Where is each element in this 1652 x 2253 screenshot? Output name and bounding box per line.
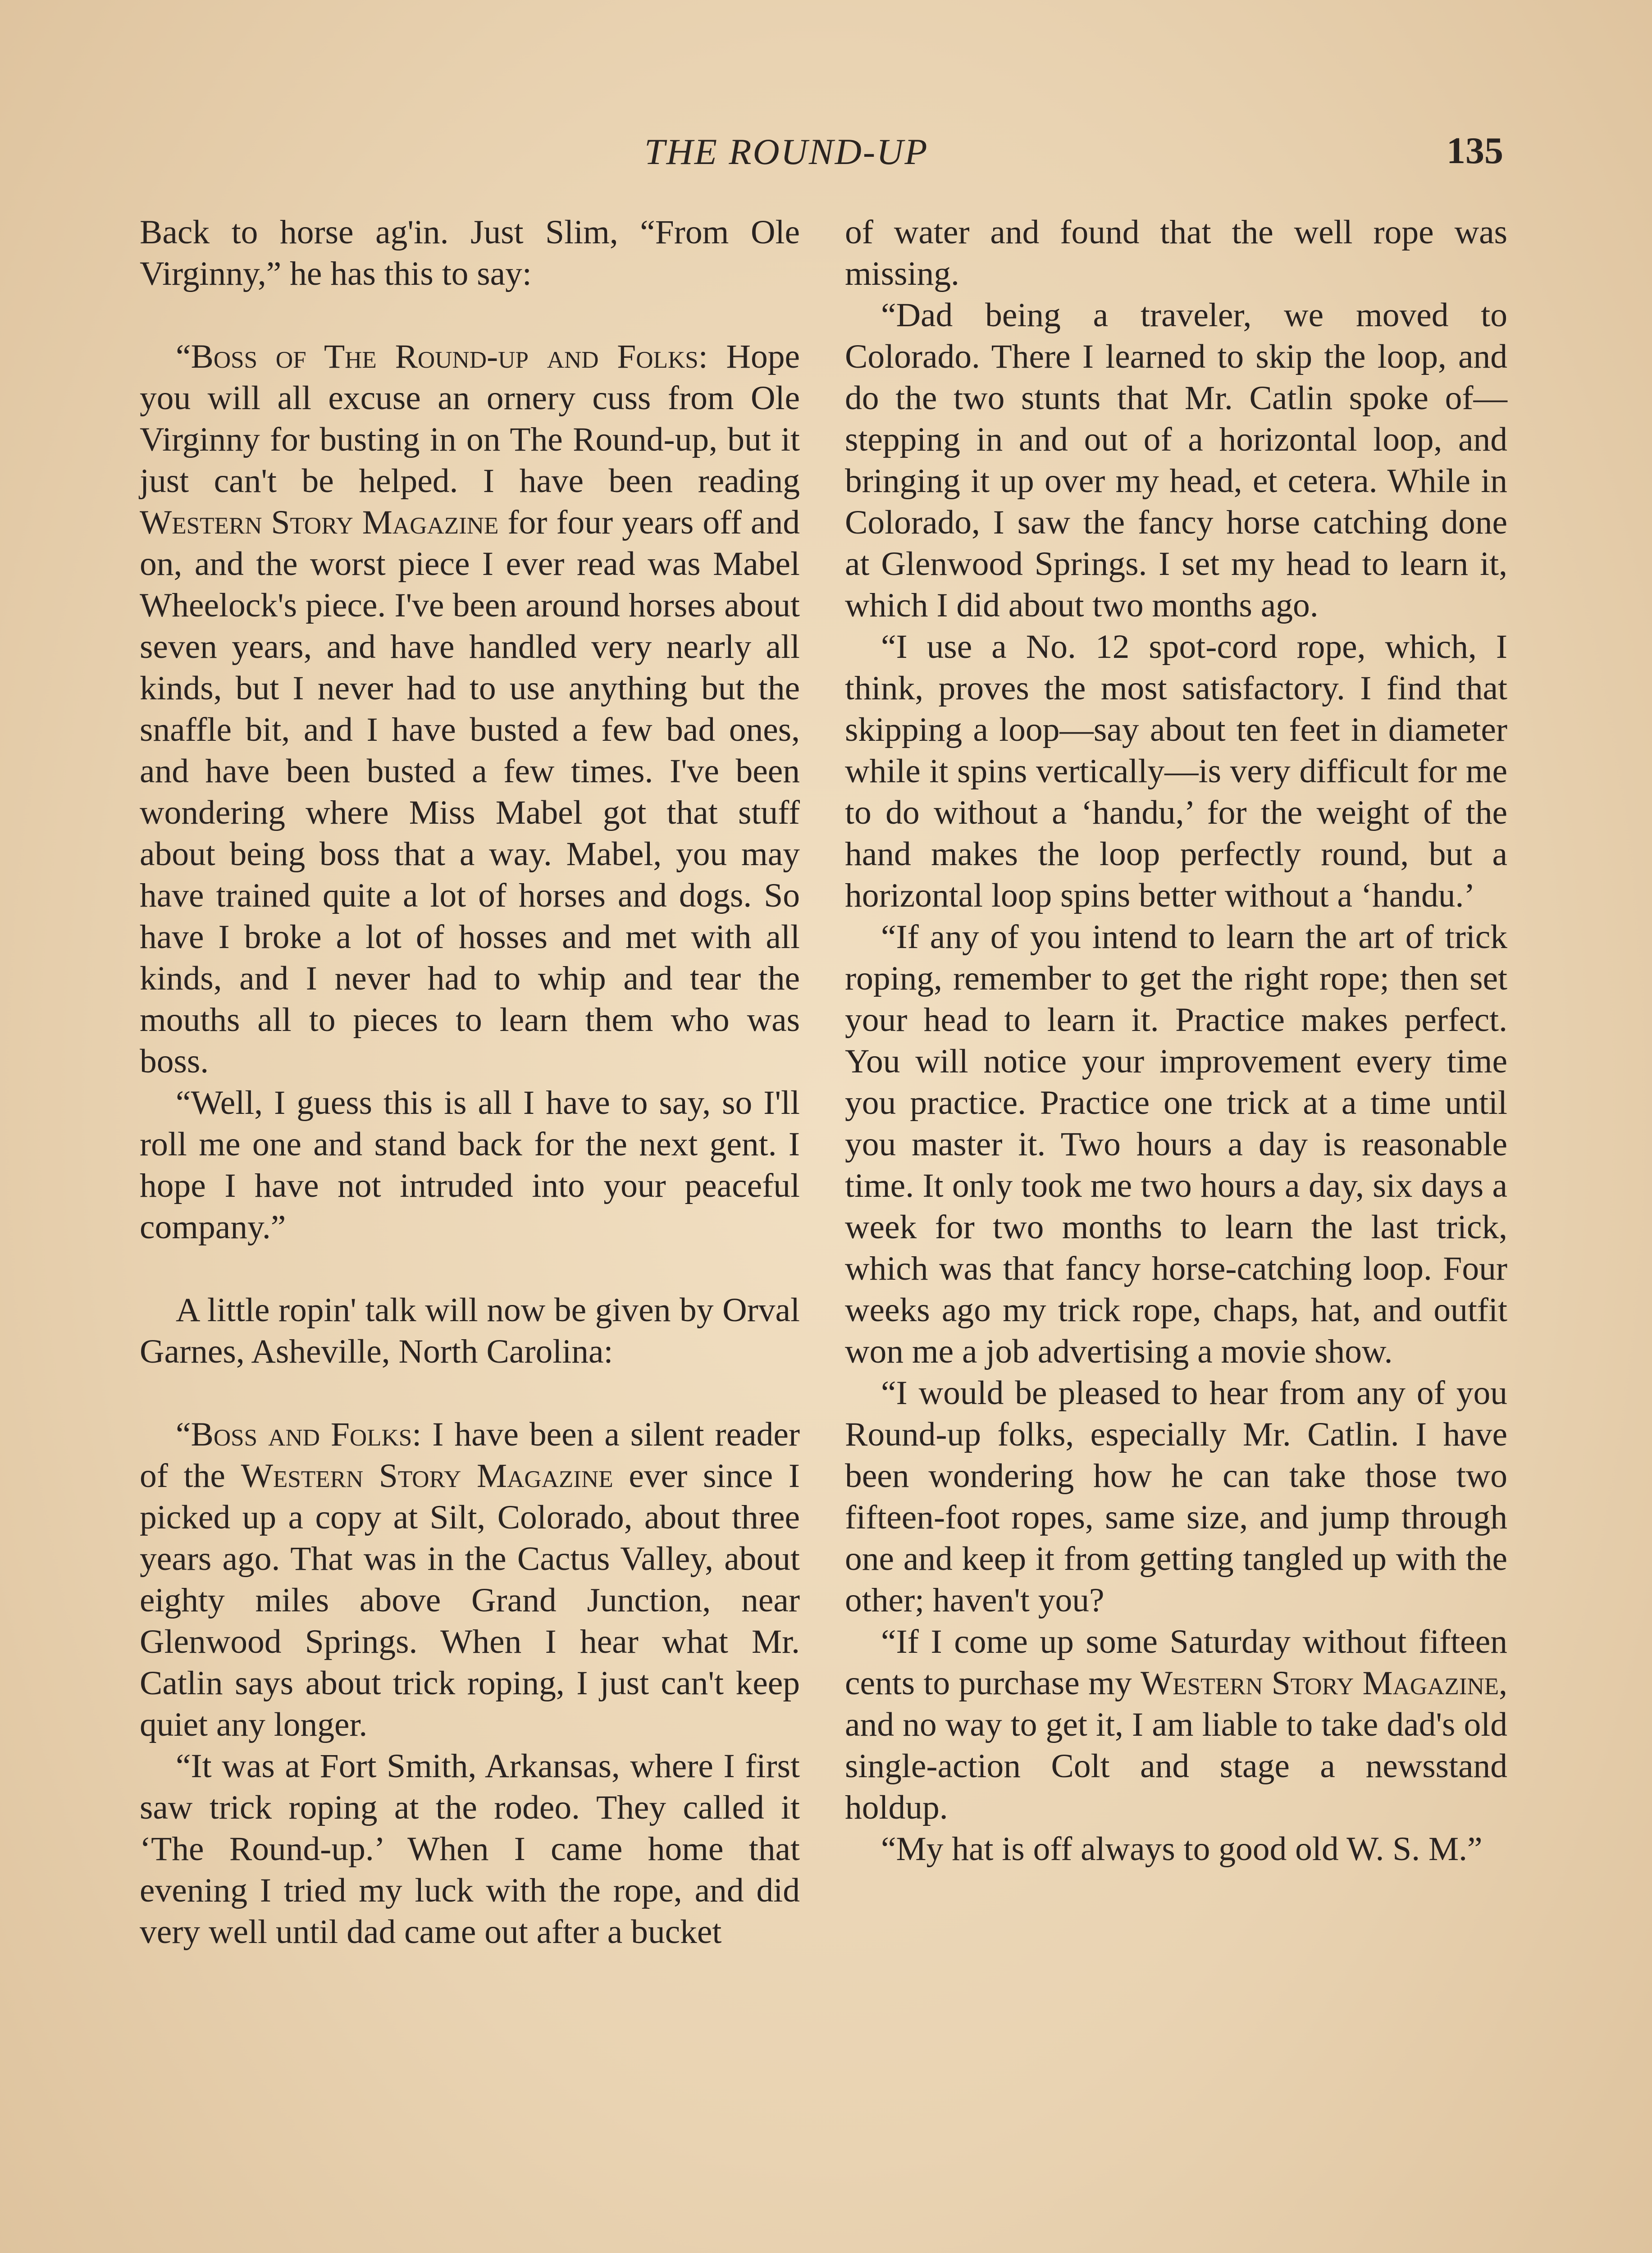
paragraph: “If I come up some Saturday without fifteen cents to purchase my Western Story Magazine, and no way to get it, I am liable to take dad's old single-action Colt and stage a newsstand holdup. xyxy=(845,1623,1508,1826)
paragraph: “If any of you intend to learn the art of trick roping, remember to get the right rope; then set your head to learn it. Practice makes perfect. You will notice your improvement every time you practice. Practice one trick at a time until you master it. Two hours a day is reasonable time. It only took me two hours a day, six days a week for two months to learn the last trick, which was that fancy horse-catching loop. Four weeks ago my trick rope, chaps, hat, and outfit won me a job advertising a movie show. xyxy=(845,918,1507,1370)
page-number: 135 xyxy=(1447,130,1503,172)
letter-paragraph: “Boss of The Round-up and Folks: Hope you will all excuse an ornery cuss from Ole Virginny for busting in on The Round-up, but it just can't be helped. I have been reading Western Story Magazine for four years off and on, and the worst piece I ever read was Mabel Wheelock's piece. I've been around horses about seven years, and have handled very nearly all kinds, but I never had to use anything but the snaffle bit, and I have busted a few bad ones, and have been busted a few times. I've been wondering where Miss Mabel got that stuff about being boss that a way. Mabel, you may have trained quite a lot of horses and dogs. So have I broke a lot of hosses and met with all kinds, and I never had to whip and tear the mouths all to pieces to learn them who was boss. xyxy=(140,338,800,1080)
paragraph: “My hat is off always to good old W. S. M.” xyxy=(881,1830,1483,1868)
right-column xyxy=(845,212,1507,1870)
paragraph: A little ropin' talk will now be given by Orval Garnes, Asheville, North Carolina: xyxy=(140,1291,800,1370)
page-title: THE ROUND-UP xyxy=(644,131,929,172)
paragraph: “I would be pleased to hear from any of you Round-up folks, especially Mr. Catlin. I have been wondering how he can take those two fifteen-foot ropes, same size, and jump through one and keep it from getting tangled up with the other; haven't you? xyxy=(845,1374,1507,1619)
paragraph: “It was at Fort Smith, Arkansas, where I first saw trick roping at the rodeo. They called it ‘The Round-up.’ When I came home that evening I tried my luck with the rope, and did very well until dad came out after a bucket xyxy=(140,1747,800,1951)
magazine-name: Western Story Magazine xyxy=(140,504,499,541)
paragraph: “I use a No. 12 spot-cord rope, which, I think, proves the most satisfactory. I find that skipping a loop—say about ten feet in diameter while it spins vertically—is very difficult for me to do without a ‘handu,’ for the weight of the hand makes the loop perfectly round, but a horizontal loop spins better without a ‘handu.’ xyxy=(845,628,1507,914)
paragraph: “Well, I guess this is all I have to say, so I'll roll me one and stand back for the next gent. I hope I have not intruded into your peaceful company.” xyxy=(140,1084,800,1246)
letter-paragraph: “Boss and Folks: I have been a silent reader of the Western Story Magazine ever since I picked up a copy at Silt, Colorado, about three years ago. That was in the Cactus Valley, about eighty miles above Grand Junction, near Glenwood Springs. When I hear what Mr. Catlin says about trick roping, I just can't keep quiet any longer. xyxy=(140,1416,800,1743)
running-header xyxy=(0,131,1652,185)
paragraph: “Dad being a traveler, we moved to Colorado. There I learned to skip the loop, and do the two stunts that Mr. Catlin spoke of—stepping in and out of a horizontal loop, and bringing it up over my head, et cetera. While in Colorado, I saw the fancy horse catching done at Glenwood Springs. I set my head to learn it, which I did about two months ago. xyxy=(845,296,1507,624)
salutation: “Boss and Folks: xyxy=(176,1416,422,1453)
left-column xyxy=(140,212,800,1953)
salutation: “Boss of The Round-up and Folks: xyxy=(176,338,708,375)
magazine-name: Western Story Magazine xyxy=(1140,1665,1499,1702)
magazine-name: Western Story Magazine xyxy=(241,1457,613,1495)
paragraph: Back to horse ag'in. Just Slim, “From Ole Virginny,” he has this to say: xyxy=(140,214,800,292)
paragraph: of water and found that the well rope was missing. xyxy=(845,214,1507,292)
